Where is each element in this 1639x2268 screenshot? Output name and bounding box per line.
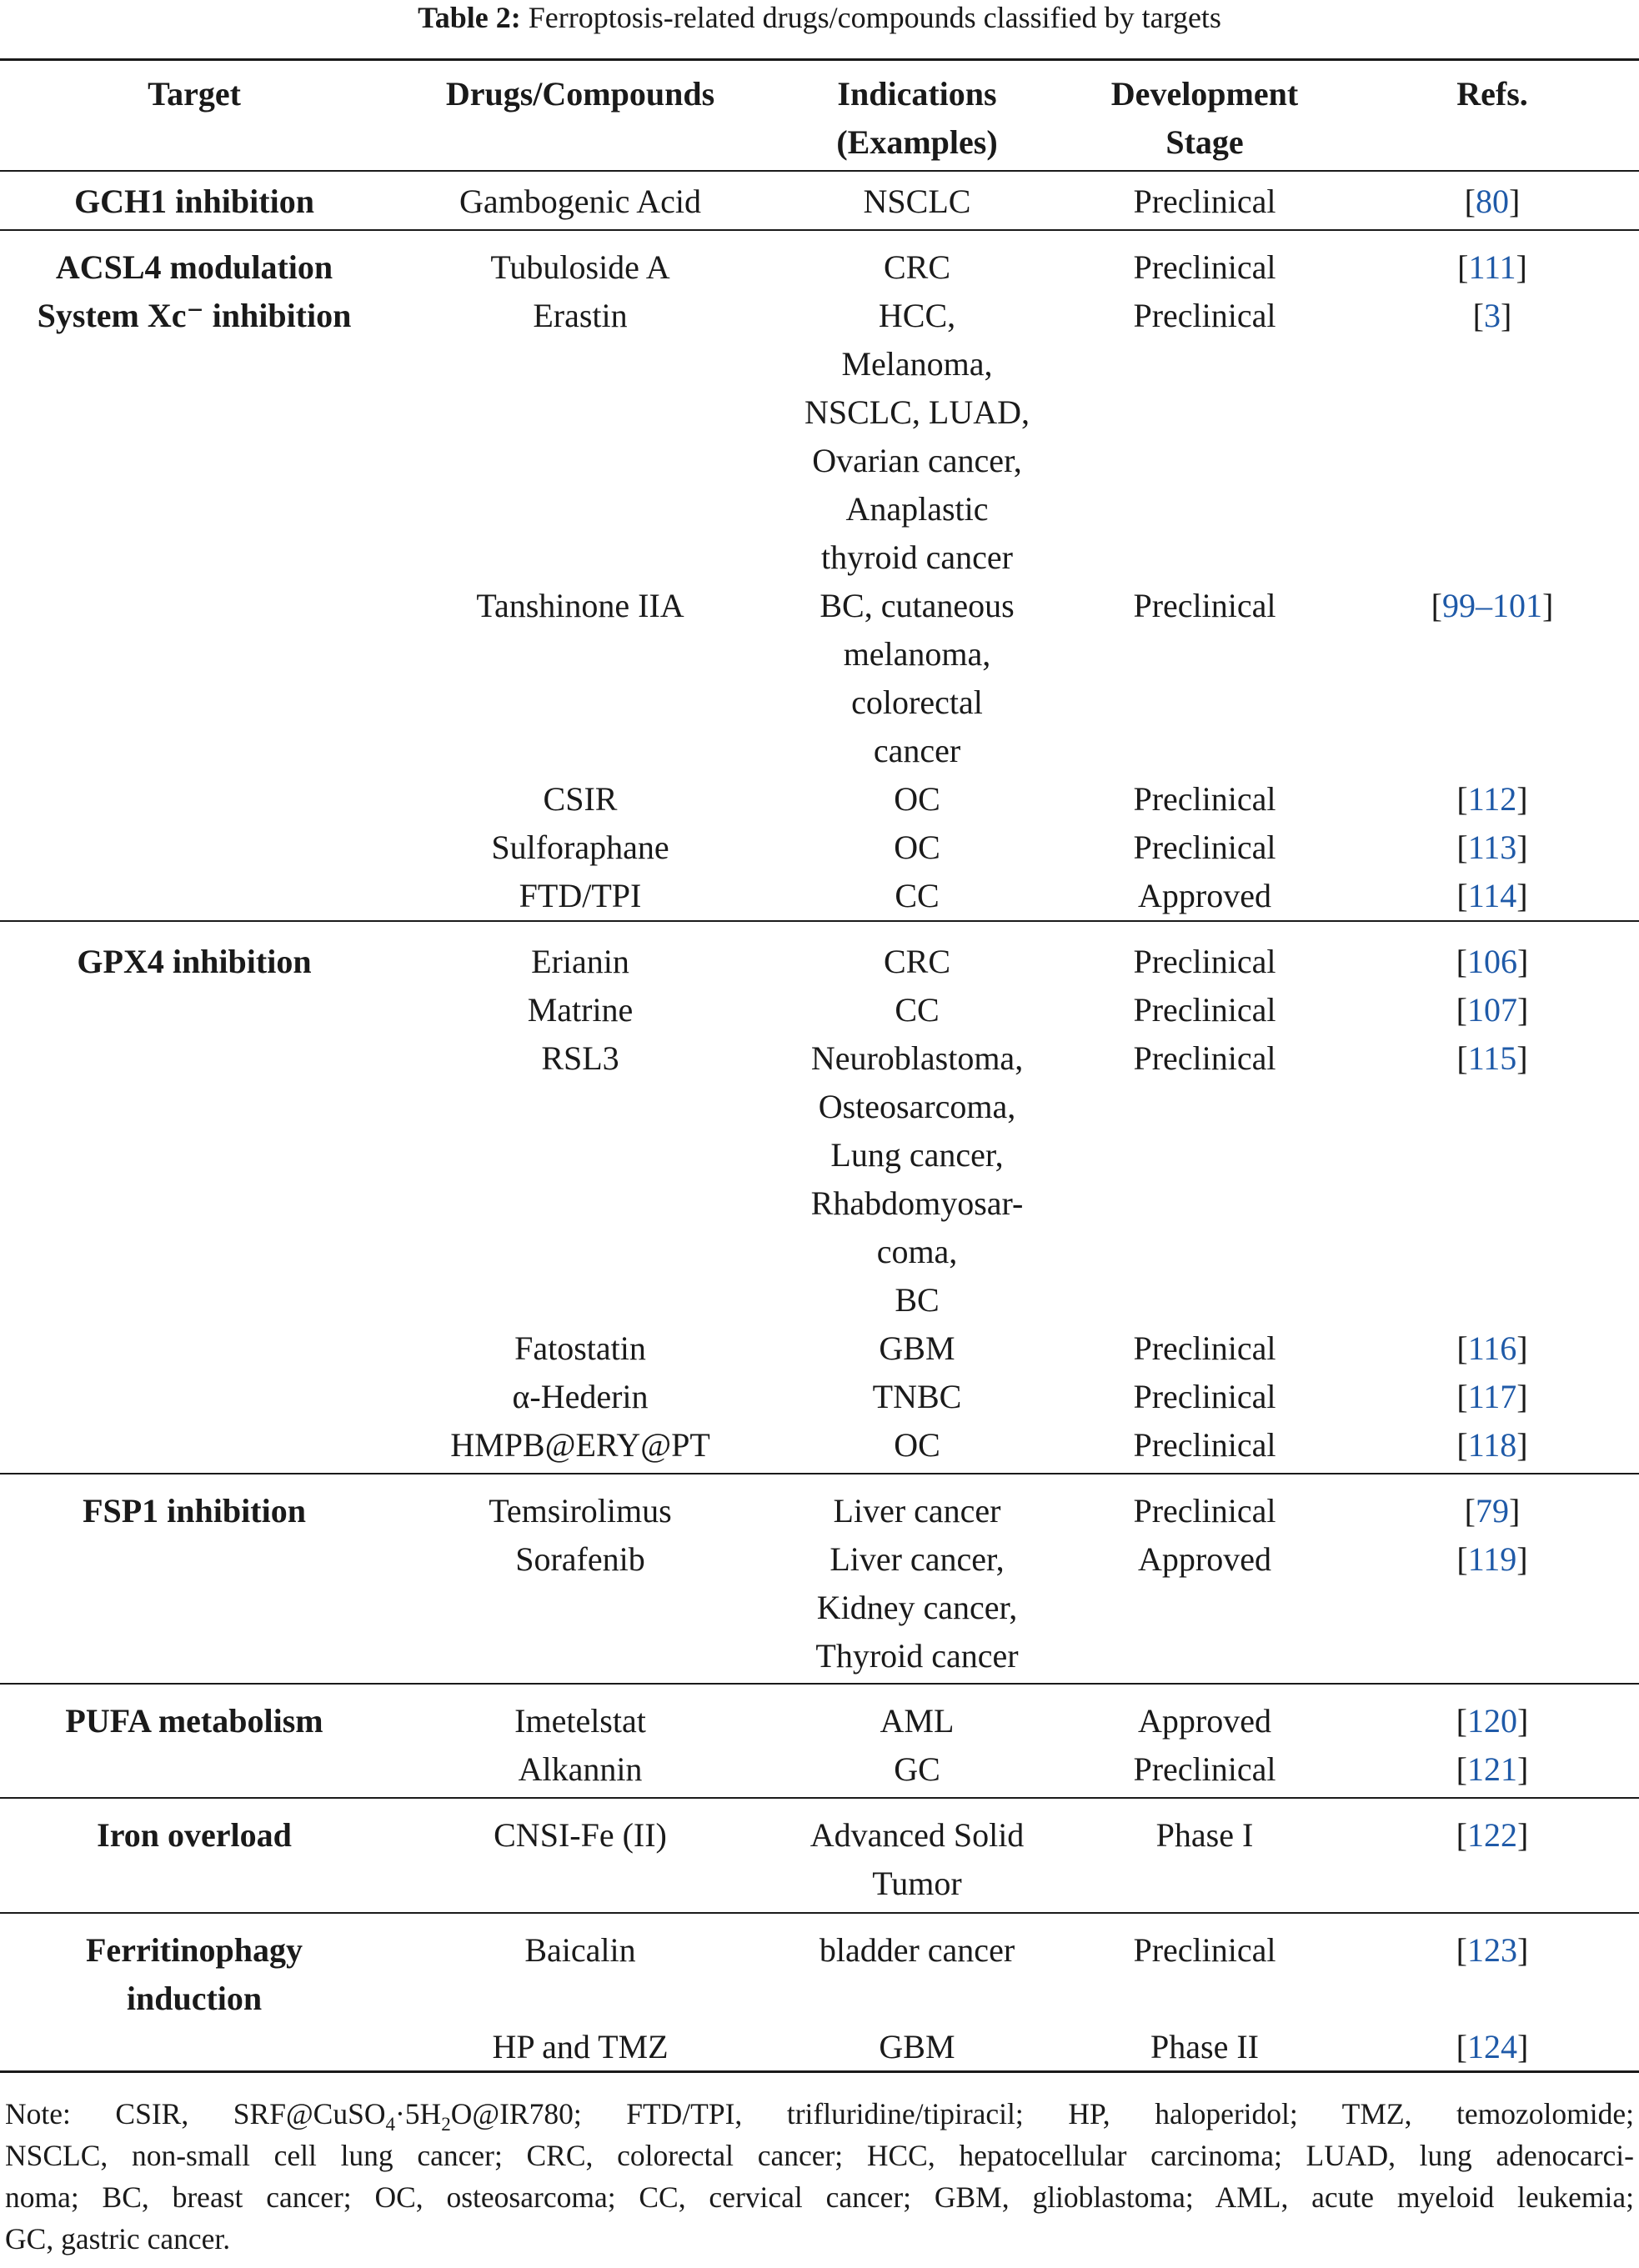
row-indication: Liver cancer [833,1492,1001,1530]
row-drug: α-Hederin [512,1378,649,1415]
row-drug: Erastin [533,297,628,334]
row-stage: Preclinical [1133,1492,1276,1530]
row-drug: HP and TMZ [492,2028,669,2065]
ref-link[interactable]: 106 [1467,943,1517,980]
row-indication: OC [894,780,940,818]
table-caption [0,0,1639,35]
row-stage: Approved [1138,1540,1271,1578]
row-drug: Matrine [527,991,634,1029]
row-indication: NSCLC [863,183,971,220]
row-drug: Sorafenib [515,1540,645,1578]
row-ref: [112] [1456,780,1528,818]
row-stage: Approved [1138,877,1271,914]
row-target: FSP1 inhibition [83,1492,306,1530]
row-indication: CC [895,877,940,914]
ref-link[interactable]: 123 [1467,1931,1517,1969]
row-ref: [117] [1456,1378,1528,1415]
row-indication: Kidney cancer, [816,1589,1018,1626]
row-indication: Advanced Solid [809,1816,1025,1854]
note-line: Note: CSIR, $SRF@CuSO_4\cdot 5H_2O@IR780$; FTD/TPI, trifluridine/tipiracil; HP, haloperidol; TMZ, temozolomide; [5,2097,1634,2135]
row-ref: [121] [1456,1750,1529,1788]
row-indication: Liver cancer, [830,1540,1005,1578]
row-drug: Tanshinone IIA [476,587,684,624]
caption-text: Ferroptosis-related drugs/compounds classified by targets [528,1,1221,34]
section-rule [0,1912,1639,1914]
top-rule [0,58,1639,61]
ref-link[interactable]: 124 [1467,2028,1517,2065]
row-indication: Lung cancer, [830,1136,1004,1174]
ref-link[interactable]: 122 [1467,1816,1517,1854]
row-indication: CRC [883,248,951,286]
row-stage: Preclinical [1133,1426,1276,1464]
row-indication: Anaplastic [845,490,989,528]
ref-link[interactable]: 112 [1467,780,1517,818]
header-stage: Development [1110,75,1299,113]
row-indication: CC [895,991,940,1029]
row-ref: [118] [1456,1426,1528,1464]
row-ref: [107] [1456,991,1529,1029]
row-stage: Preclinical [1133,991,1276,1029]
ref-link[interactable]: 121 [1467,1750,1517,1788]
row-indication: GC [894,1750,940,1788]
row-indication: BC [895,1281,940,1319]
header-indications-sub: (Examples) [836,123,998,161]
row-indication: Tumor [872,1865,962,1902]
row-target: GPX4 inhibition [77,943,312,980]
ref-link[interactable]: 115 [1467,1039,1517,1077]
table-note [5,2093,1634,2260]
section-rule [0,1473,1639,1474]
section-rule [0,920,1639,922]
header-drugs: Drugs/Compounds [445,75,715,113]
row-indication: Melanoma, [841,345,993,383]
row-stage: Preclinical [1133,943,1276,980]
row-stage: Preclinical [1133,1378,1276,1415]
section-rule [0,229,1639,231]
row-indication: HCC, [878,297,956,334]
row-ref: [106] [1456,943,1529,980]
row-target: ACSL4 modulation [55,248,333,286]
row-drug: FTD/TPI [519,877,642,914]
row-indication: GBM [879,2028,955,2065]
row-indication: GBM [879,1329,955,1367]
row-indication: Ovarian cancer, [812,442,1022,479]
row-drug: Sulforaphane [491,829,669,866]
ref-link[interactable]: 111 [1468,248,1516,286]
row-ref: [124] [1456,2028,1529,2065]
row-drug: Fatostatin [514,1329,646,1367]
row-indication: bladder cancer [819,1931,1015,1969]
ref-link[interactable]: 107 [1467,991,1517,1029]
row-indication: OC [894,829,940,866]
row-indication: NSCLC, LUAD, [804,393,1030,431]
ref-link[interactable]: 114 [1467,877,1517,914]
row-target: Iron overload [97,1816,292,1854]
row-stage: Preclinical [1133,1750,1276,1788]
ref-link[interactable]: 118 [1467,1426,1517,1464]
row-drug: CSIR [543,780,618,818]
row-drug: Tubuloside A [490,248,670,286]
row-stage: Preclinical [1133,183,1276,220]
row-ref: [79] [1464,1492,1521,1530]
ref-link[interactable]: 120 [1467,1702,1517,1740]
row-drug: Erianin [531,943,629,980]
ref-link[interactable]: 116 [1467,1329,1517,1367]
row-drug: RSL3 [541,1039,619,1077]
row-ref: [113] [1456,829,1528,866]
row-drug: Alkannin [518,1750,643,1788]
row-ref: [120] [1456,1702,1529,1740]
row-ref: [115] [1456,1039,1528,1077]
ref-link[interactable]: 113 [1467,829,1517,866]
row-stage: Preclinical [1133,297,1276,334]
row-stage: Preclinical [1133,248,1276,286]
row-ref: [111] [1457,248,1527,286]
note-line: GC, gastric cancer. [5,2222,231,2255]
row-ref: [116] [1456,1329,1528,1367]
section-rule [0,1797,1639,1799]
row-stage: Preclinical [1133,587,1276,624]
row-ref: [99–101] [1431,587,1554,624]
row-stage: Phase II [1150,2028,1259,2065]
row-indication: AML [880,1702,955,1740]
ref-link[interactable]: 79 [1476,1492,1509,1530]
row-indication: thyroid cancer [821,538,1013,576]
row-drug: CNSI-Fe (II) [494,1816,667,1854]
row-stage: Preclinical [1133,1039,1276,1077]
row-drug: Gambogenic Acid [459,183,701,220]
row-target: PUFA metabolism [65,1702,323,1740]
row-indication: CRC [883,943,951,980]
row-indication: Thyroid cancer [815,1637,1019,1675]
ref-link[interactable]: 99–101 [1442,587,1542,624]
row-indication: colorectal [851,683,983,721]
header-indications: Indications [837,75,997,113]
row-stage: Preclinical [1133,780,1276,818]
row-ref: [114] [1456,877,1528,914]
row-target: GCH1 inhibition [74,183,314,220]
note-line: NSCLC, non-small cell lung cancer; CRC, colorectal cancer; HCC, hepatocellular carcinoma; LUAD, lung adenocarci- [5,2139,1634,2172]
row-indication: coma, [876,1233,958,1270]
row-indication: OC [894,1426,940,1464]
row-ref: [80] [1464,183,1521,220]
caption-label: Table 2: [418,1,521,34]
row-stage: Approved [1138,1702,1271,1740]
row-target: System Xc⁻ inhibition [37,297,352,334]
row-stage: Preclinical [1133,829,1276,866]
header-stage-sub: Stage [1165,123,1244,161]
row-indication: Rhabdomyosar- [810,1184,1024,1222]
ref-link[interactable]: 80 [1476,183,1509,220]
ref-link[interactable]: 3 [1484,297,1501,334]
section-rule [0,170,1639,172]
section-rule [0,1683,1639,1685]
row-drug: Imetelstat [514,1702,646,1740]
row-drug: HMPB@ERY@PT [450,1426,710,1464]
row-ref: [3] [1472,297,1512,334]
note-line: noma; BC, breast cancer; OC, osteosarcoma; CC, cervical cancer; GBM, glioblastoma; AML, acute myeloid leukemia; [5,2180,1634,2214]
row-ref: [122] [1456,1816,1529,1854]
row-indication: BC, cutaneous [820,587,1015,624]
header-refs: Refs. [1456,75,1528,113]
row-target: induction [126,1980,263,2017]
row-stage: Preclinical [1133,1329,1276,1367]
row-target: Ferritinophagy [86,1931,303,1969]
header-target: Target [148,75,241,113]
bottom-rule [0,2070,1639,2073]
ref-link[interactable]: 117 [1467,1378,1517,1415]
row-drug: Temsirolimus [489,1492,672,1530]
row-ref: [119] [1456,1540,1528,1578]
row-indication: Neuroblastoma, [810,1039,1024,1077]
row-indication: cancer [873,732,961,769]
row-indication: Osteosarcoma, [818,1088,1016,1125]
row-indication: melanoma, [843,635,991,673]
row-ref: [123] [1456,1931,1529,1969]
row-drug: Baicalin [524,1931,636,1969]
row-stage: Preclinical [1133,1931,1276,1969]
row-indication: TNBC [872,1378,962,1415]
ref-link[interactable]: 119 [1467,1540,1517,1578]
row-stage: Phase I [1155,1816,1254,1854]
